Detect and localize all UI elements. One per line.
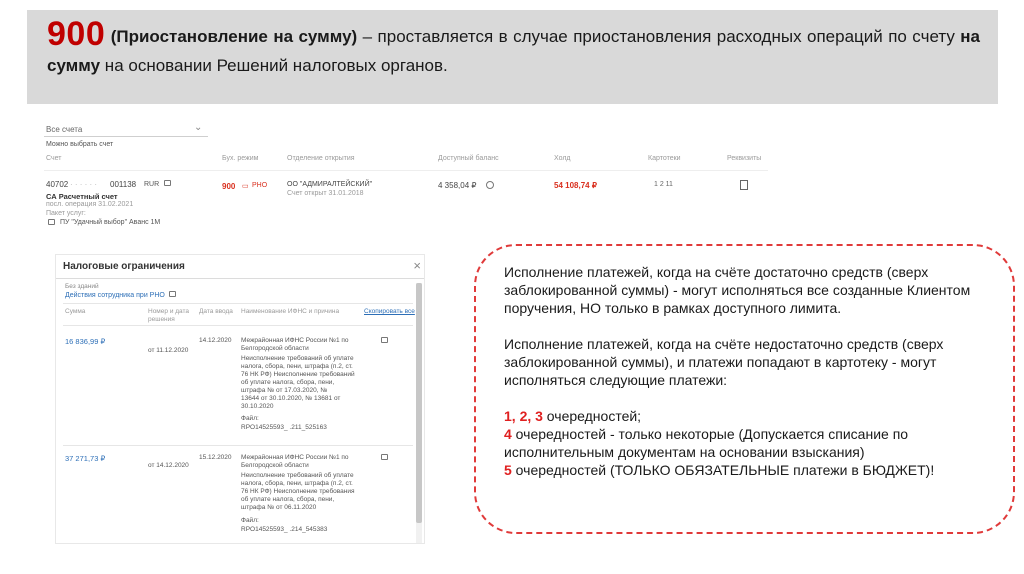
note-item-3 (504, 461, 1003, 479)
reason-row-1-5: штрафа № от 17.03.2020, № (241, 387, 328, 394)
col-hold: Холд (554, 155, 571, 162)
col-details: Реквизиты (727, 155, 762, 162)
authority-row-1-a: Межрайонная ИФНС России №1 по (241, 337, 349, 344)
header-text (47, 15, 981, 80)
divider (63, 325, 413, 326)
copy-all-link[interactable]: Скопировать все (364, 308, 415, 315)
copy-icon[interactable] (381, 454, 388, 461)
note-item-2-num: 4 (504, 426, 512, 442)
reason-row-1-6: 13644 от 30.10.2020, № 13681 от (241, 395, 341, 402)
account-name: СА Расчетный счет (46, 192, 118, 201)
available-balance: 4 358,04 ₽ (438, 181, 477, 190)
code-900: 900 (47, 15, 106, 53)
file-label-row-2: Файл: (241, 517, 259, 524)
note-item-1-text: очередностей; (542, 408, 642, 424)
reason-row-2-5: штрафа № от 06.11.2020 (241, 504, 317, 511)
account-number-start[interactable]: 40702 (46, 180, 69, 189)
file-row-1[interactable]: RPO14525593_ .211_525163 (241, 424, 327, 431)
col-mode: Бух. режим (222, 155, 259, 162)
col-cards: Картотеки (648, 155, 681, 162)
col-available: Доступный баланс (438, 155, 499, 162)
copy-icon[interactable] (381, 337, 388, 344)
package-name: ПУ "Удачный выбор" Аванс 1М (60, 219, 161, 226)
last-operation: посл. операция 31.02.2021 (46, 201, 134, 208)
note-item-3-text: очередностей (ТОЛЬКО ОБЯЗАТЕЛЬНЫЕ платежи в БЮДЖЕТ)! (511, 462, 935, 478)
panel-titlebar (56, 255, 425, 279)
currency: RUR (144, 181, 160, 188)
package-label: Пакет услуг: (46, 210, 86, 217)
header-divider (44, 170, 768, 171)
file-label-row-1: Файл: (241, 415, 259, 422)
note-item-1-num: 1, 2, 3 (504, 408, 543, 424)
date-in-row-2: 15.12.2020 (199, 454, 232, 461)
info-icon[interactable] (486, 181, 494, 189)
panel-link[interactable]: Действия сотрудника при РНО (65, 292, 165, 299)
reason-row-1-3: 76 НК РФ) Неисполнение требований (241, 371, 355, 378)
note-paragraph-2: Исполнение платежей, когда на счёте недостаточно средств (сверх заблокированной суммы), и платежи попадают в картотеку - могут исполняться следующие платежи: (504, 336, 944, 388)
file-row-2[interactable]: RPO14525593_ .214_545383 (241, 526, 328, 533)
col-branch: Отделение открытия (287, 155, 355, 162)
reason-row-2-2: налога, сбора, пени, штрафа (п.2, ст. (241, 480, 353, 487)
mode-flag-icon: ▭ (242, 183, 249, 190)
reason-row-1-7: 30.10.2020 (241, 403, 274, 410)
sum-row-1: 16 836,99 ₽ (65, 337, 106, 346)
header-title: (Приостановление на сумму) (110, 27, 358, 46)
note-paragraph-1: Исполнение платежей, когда на счёте достаточно средств (сверх заблокированной суммы) - могут исполняться все созданные Клиентом поручения, НО только в рамках доступного лимита. (504, 264, 971, 316)
card-counts[interactable]: 1 2 11 (654, 181, 673, 188)
tax-restrictions-panel (55, 254, 425, 544)
details-doc-icon[interactable] (740, 180, 748, 190)
decision-row-1: от 11.12.2020 (148, 347, 189, 354)
authority-row-1-b: Белгородской области (241, 345, 309, 352)
panel-subtitle: Без зданий (65, 283, 99, 290)
account-dropdown[interactable]: Все счета (46, 125, 83, 134)
hold-amount: 54 108,74 ₽ (554, 181, 597, 190)
decision-row-2: от 14.12.2020 (148, 462, 189, 469)
divider (63, 303, 413, 304)
authority-row-2-a: Межрайонная ИФНС России №1 по (241, 454, 349, 461)
col-date-in: Дата ввода (199, 308, 233, 315)
mode-flag: РНО (252, 182, 268, 189)
package-icon (48, 219, 55, 226)
dropdown-hint: Можно выбрать счет (46, 141, 114, 148)
authority-row-2-b: Белгородской области (241, 462, 309, 469)
reason-row-2-4: об уплате налога, сбора, пени, (241, 496, 335, 503)
account-screenshot (44, 120, 772, 232)
reason-row-1-2: налога, сбора, пени, штрафа (п.2, ст. (241, 363, 353, 370)
note-item-3-num: 5 (504, 462, 512, 478)
scrollbar[interactable] (416, 283, 422, 543)
date-in-row-1: 14.12.2020 (199, 337, 232, 344)
note-item-2-text: очередностей - только некоторые (Допускается списание по исполнительным документам на основании взыскания) (504, 426, 909, 460)
note-item-2 (504, 425, 1003, 461)
col-account: Счет (46, 155, 62, 162)
branch-name: ОО "АДМИРАЛТЕЙСКИЙ" (287, 181, 373, 188)
explanation-box (474, 244, 1015, 534)
copy-icon[interactable] (164, 180, 171, 187)
copy-icon[interactable] (169, 291, 176, 298)
col-sum: Сумма (65, 308, 86, 315)
header-text-1: – проставляется в случае приостановления расходных операций по счету (357, 27, 961, 46)
col-number-date: Номер и дата решения (148, 308, 190, 323)
account-number-hidden: · · · · · · (70, 180, 98, 189)
chevron-down-icon[interactable]: ⌄ (194, 122, 203, 133)
header-bold-2: на сумму (47, 27, 981, 75)
header-banner (27, 10, 998, 104)
sum-row-2: 37 271,73 ₽ (65, 454, 106, 463)
account-number-mid[interactable]: 001138 (110, 180, 137, 189)
panel-title: Налоговые ограничения (63, 261, 185, 272)
reason-row-2-1: Неисполнение требований об уплате (241, 472, 354, 479)
account-opened: Счет открыт 31.01.2018 (287, 190, 364, 197)
dropdown-underline (44, 136, 208, 137)
header-text-2: на основании Решений налоговых органов. (100, 56, 448, 75)
reason-row-1-1: Неисполнение требований об уплате (241, 355, 354, 362)
mode-code: 900 (222, 182, 236, 191)
col-authority: Наименование ИФНС и причина (241, 308, 340, 315)
close-icon[interactable]: × (413, 258, 421, 273)
reason-row-2-3: 76 НК РФ) Неисполнение требования (241, 488, 355, 495)
scrollbar-thumb[interactable] (416, 283, 422, 523)
reason-row-1-4: об уплате налога, сбора, пени, (241, 379, 335, 386)
note-item-1 (504, 407, 1003, 425)
divider (63, 445, 413, 446)
